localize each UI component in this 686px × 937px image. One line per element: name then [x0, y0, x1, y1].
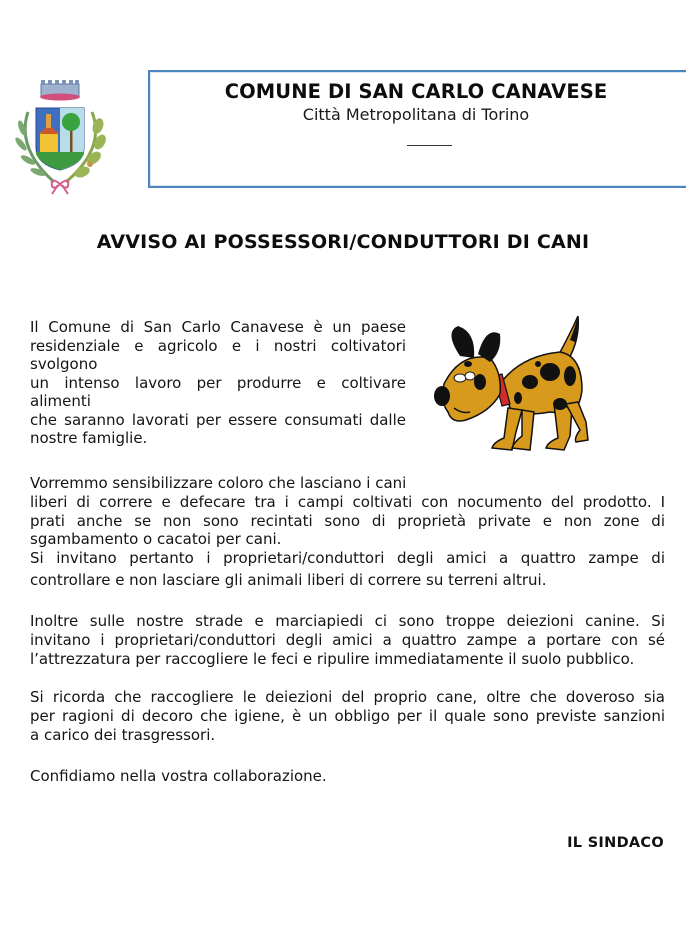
- signature-mayor: IL SINDACO: [567, 835, 664, 851]
- text-line: l’attrezzatura per raccogliere le feci e ripulire immediatamente il suolo pubblico.: [30, 649, 635, 668]
- text-line: alimenti: [30, 392, 91, 410]
- metropolitan-city: Città Metropolitana di Torino: [302, 105, 530, 124]
- text-line: a carico dei trasgressori.: [30, 725, 216, 744]
- text-line: liberi di correre e defecare tra i campi coltivati con nocumento del prodotto. I: [30, 492, 665, 511]
- notice-title: AVVISO AI POSSESSORI/CONDUTTORI DI CANI: [96, 231, 590, 253]
- header-box: [148, 70, 686, 188]
- text-line: Il Comune di San Carlo Canavese è un paese: [30, 318, 406, 336]
- text-line: residenziale e agricolo e i nostri coltivatori: [30, 336, 406, 355]
- text-line: che saranno lavorati per essere consumati dalle: [30, 410, 406, 429]
- spotted-dog-sniffing-icon: [430, 312, 590, 457]
- crown-icon: [40, 80, 80, 101]
- closing-line: [30, 767, 665, 786]
- municipal-coat-of-arms-icon: [8, 78, 112, 196]
- text-line: Si invitano pertanto i proprietari/conduttori degli amici a quattro zampe di: [30, 549, 665, 568]
- municipality-name: COMUNE DI SAN CARLO CANAVESE: [224, 80, 608, 103]
- text-line: Confidiamo nella vostra collaborazione.: [30, 767, 327, 785]
- text-line: invitano i proprietari/conduttori degli amici a quattro zampe a portare con sé: [30, 630, 665, 649]
- text-line: Si ricorda che raccogliere le deiezioni del proprio cane, oltre che doveroso sia: [30, 688, 665, 706]
- text-line: sgambamento o cacatoi per cani.: [30, 530, 282, 549]
- text-line: nostre famiglie.: [30, 429, 148, 447]
- text-line: per ragioni di decoro che igiene, è un obbligo per il quale sono previste sanzioni: [30, 706, 665, 725]
- shield-icon: [36, 108, 84, 170]
- text-line: Inoltre sulle nostre strade e marciapiedi ci sono troppe deiezioni canine. Si: [30, 612, 665, 630]
- text-line: un intenso lavoro per produrre e coltivare: [30, 373, 406, 392]
- paragraph-streets: [30, 612, 665, 668]
- paragraph-intro: [30, 318, 406, 448]
- text-line: controllare e non lasciare gli animali liberi di correre su terreni altrui.: [30, 570, 547, 589]
- paragraph-obligation: [30, 688, 665, 744]
- text-line: svolgono: [30, 355, 98, 373]
- ribbon-icon: [52, 180, 69, 194]
- header-divider: [407, 145, 452, 146]
- text-line: prati anche se non sono recintati sono di proprietà private e non zone di: [30, 511, 665, 530]
- text-line: Vorremmo sensibilizzare coloro che lasciano i cani: [30, 474, 407, 492]
- paragraph-awareness: [30, 474, 665, 590]
